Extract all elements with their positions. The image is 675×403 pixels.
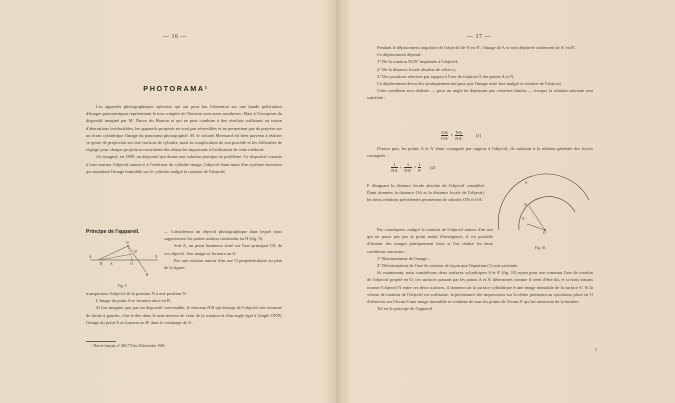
figure-10 (489, 172, 599, 234)
formula-term: 1 (391, 162, 398, 168)
label-o: O (543, 230, 546, 235)
page-number: — 16 — (163, 34, 187, 40)
paragraph: Ce déplacement devra être pratiquement nul pour que l'image reste fixe malgré la rotation de l'objectif. (377, 81, 563, 87)
paragraph: Si, maintenant, nous considérons deux surfaces cylindriques S et S' (fig. 10) ayant pour axe commun l'axe de rotation de l'objectif projeté en O, ces surfaces passant par les points A et A' déterminés comme il vient d'être dit, et si nous faisons tourner l'objectif N entre ces deux surfaces, il donnera sur la surface cylindrique S une image immobile de la surface S'. Si la vitesse de rotation de l'objectif est suffisante, la persistance des impressions sur la rétine permettra au spectateur placé en O d'observer sur l'écran S une image immobile et continue de tous les points de l'écran S' qui lui enverront de la lumière. (367, 270, 593, 305)
formula-term: F (418, 168, 421, 173)
formula-term: NA (455, 130, 463, 135)
text-block-mid (367, 145, 593, 159)
paragraph: 2° Détermination de l'axe de rotation de façon que l'équation (1) soit satisfaite. (377, 263, 519, 269)
section-below-3: Si l'on imagine que, par un dispositif convenable, le faisceau N'B qui émerge de l'objectif soit retourné de droite à gauche, c'est-à-dire dans le sens inverse de celui de la rotation et d'un angle égal à l'angle ON'B, l'image du point A se formera en B' dans le voisinage de A'. (86, 305, 282, 325)
section-line-2: Soit A, un point lumineux situé sur l'axe principal OX de cet objectif. Son image se formera en A'. (164, 243, 282, 256)
page-number: — 17 — (467, 34, 491, 40)
node-point (127, 245, 129, 247)
formula-2: $\frac{1}{NA}$ + $\frac{1}{NA'}$ = $\frac{1}{F}$ (2) (391, 162, 436, 173)
section-text-below-figure (86, 290, 282, 326)
paragraph: Cette condition sera réalisée — pour un angle ne dépassant pas certaines limites — lorsque la relation suivante sera satisfaite : (367, 88, 593, 101)
formula-term: 1 (404, 162, 411, 168)
formula-term: NA' (455, 136, 463, 141)
paragraph: Tel est le principe de l'appareil. (377, 306, 434, 312)
footnote: ¹ Brevet français n° 306.772 du 29 décembre 1900. (92, 344, 166, 348)
label-s: S (525, 180, 528, 185)
paragraph: Par conséquent, malgré la rotation de l'objectif autour d'un axe qui ne passe pas par le point nodal d'émergence, il est possible d'obtenir des images pratiquement fixes si l'on réalise les deux conditions suivantes : (367, 227, 493, 254)
section-line-1: — Considérons un objectif photographique dans lequel nous supposerons les points nodaux confondus en N (fig. 9). (164, 229, 282, 242)
paragraph: 1° Retournement de l'image ; (377, 255, 430, 261)
figure-caption: Fig. 9. (118, 284, 128, 288)
label-b-prime: B' (100, 262, 104, 266)
section-text-beside-figure (164, 228, 282, 271)
right-page (339, 0, 675, 403)
outer-cylinder-arc (498, 174, 589, 230)
formula-term: OA' (441, 136, 449, 141)
intro-text (86, 103, 282, 175)
figure-caption: Fig. 10. (535, 246, 547, 250)
formula-term: 1 (418, 162, 421, 167)
article-title: PHOTORAMA¹ (143, 84, 209, 93)
ray-line (128, 246, 132, 260)
signature-mark: 2 (595, 347, 597, 352)
equation-number: (1) (475, 132, 482, 138)
paragraph: 2° De la distance focale absolue de celui-ci; (377, 66, 456, 72)
formula-term: NA' (404, 168, 412, 173)
paragraph: 1° De la rotation NON' imprimée à l'objectif; (377, 59, 459, 65)
label-b: B (146, 273, 149, 277)
inner-cylinder-arc (519, 197, 575, 230)
footnote-rule (86, 341, 116, 342)
figure-9 (88, 240, 160, 282)
label-a-prime: A' (110, 262, 114, 266)
section-below-1: transportons l'objectif de la position N à une position N'. (86, 291, 188, 296)
label-o: O (130, 262, 133, 266)
section-line-3: Par une rotation autour d'un axe O perpendiculaire au plan de la figure, (164, 257, 282, 271)
intro-paragraph-2: J'ai imaginé, en 1899, un dispositif qui donne une solution pratique du problème. Ce dispositif consiste à faire tourner l'objectif autour et à l'extérieur du cylindre image, l'objectif étant muni d'un système inverseur qui maintient l'image immobile sur le cylindre malgré la rotation de l'objectif. (86, 154, 282, 174)
label-n: N (126, 241, 129, 245)
paragraph: F désignant la distance focale absolue de l'objectif considéré. Étant données la distance OA et la distance focale de l'objectif, les deux relations précédentes permettent de calculer ON et OA'. (367, 183, 485, 203)
left-page (0, 0, 336, 403)
formula-1: $\frac{OA}{OA'}$ = $\frac{NA}{NA'}$ (1) (441, 130, 482, 141)
label-a: A (89, 255, 92, 259)
text-beside-figure (367, 182, 485, 204)
text-block-bottom (367, 226, 593, 312)
paragraph: Pendant le déplacement angulaire de l'objectif de N en N', l'image de A se sera déplacée seulement de A' en B'. (377, 45, 576, 50)
section-below-2: L'image du point A se formera alors en B. (96, 298, 172, 304)
node-point (131, 259, 133, 261)
label-n-prime: N' (134, 250, 138, 254)
formula-term: NA (391, 168, 398, 173)
label-n: N (524, 202, 527, 207)
section-heading: Principe de l'appareil. (86, 229, 140, 235)
intro-paragraph-1: Les appareils photographiques spéciaux qui ont pour but l'obtention sur une bande pelliculaire d'images panoramiques représentant le tour complet de l'horizon sont assez nombreux. Mais à l'exception du dispositif imaginé par M. Ducos du Hauron et qui ne peut conduire à des résultats suffisants en raison d'aberrations irréductibles, les appareils proposés ne sont pas réversibles et ne permettent pas de projeter sur un écran cylindrique l'image du panorama photographié. M. le colonel Moessard est bien parvenu à réaliser ce genre de projection sur une fraction de cylindre, mais la complication de son procédé et les difficultés de réglage pour chaque projection constituent des obstacles importants à l'utilisation de cette méthode. (86, 104, 282, 153)
equation-number: (2) (430, 164, 436, 170)
ray-line (98, 246, 128, 260)
paragraph: 3° Des positions relatives par rapport à l'axe de rotation O des points A et N. (377, 73, 515, 79)
label-x: X (155, 255, 158, 259)
formula-term: OA (441, 130, 449, 135)
paragraph: Ce déplacement dépend : (377, 52, 423, 58)
text-block-top (367, 44, 593, 102)
paragraph: D'autre part, les points A et A' étant conjugués par rapport à l'objectif, ils satisfont à la relation générale des foyers conjugués : (367, 146, 593, 159)
label-s-prime: S' (522, 216, 525, 221)
